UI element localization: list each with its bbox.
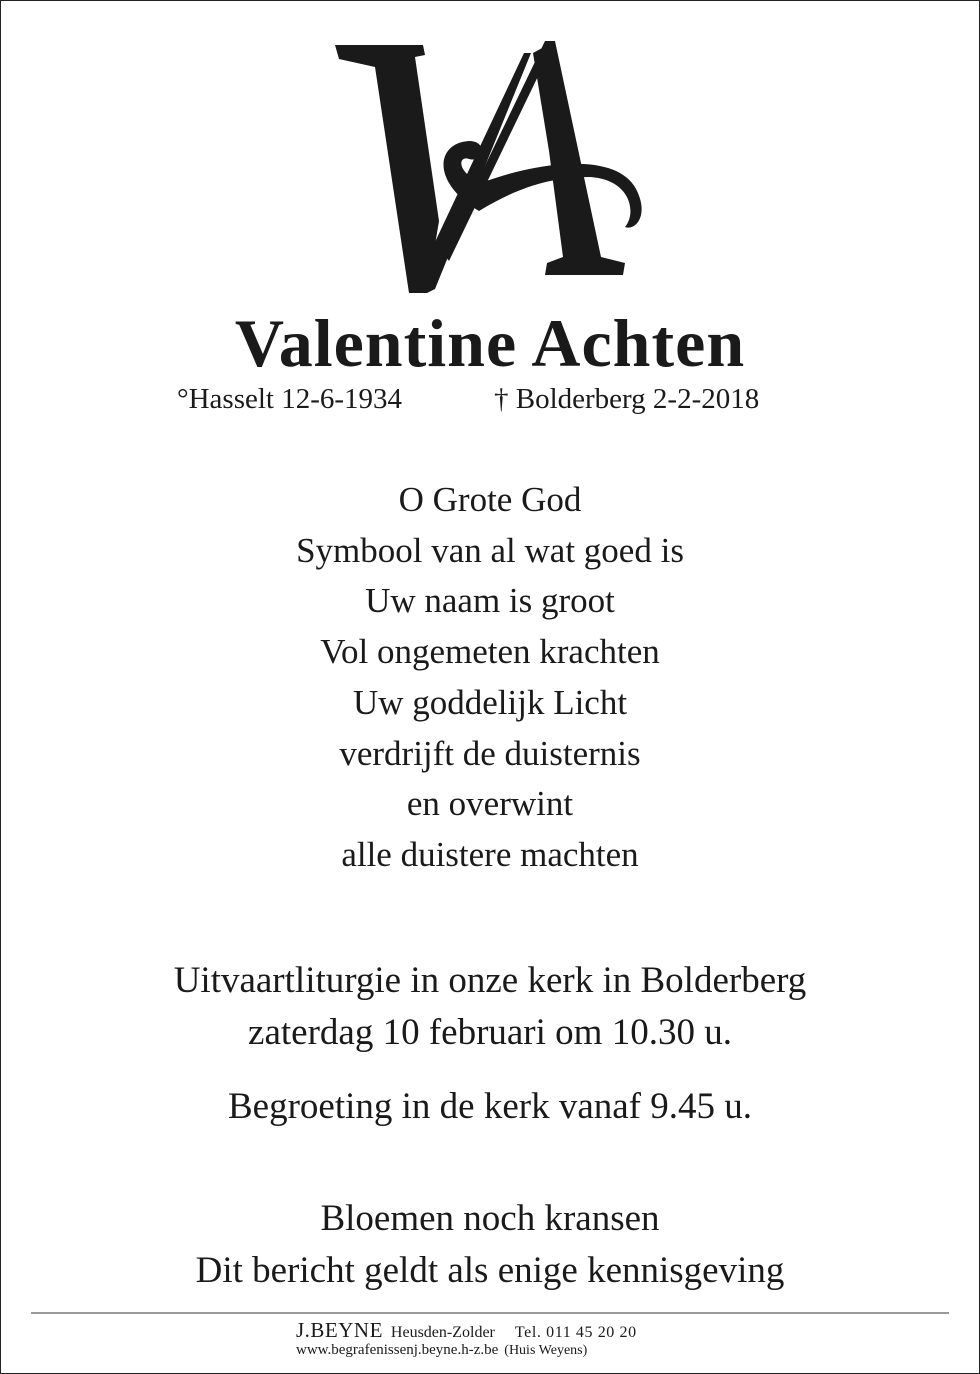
poem-line: Vol ongemeten krachten (320, 632, 660, 672)
deceased-name: Valentine Achten (234, 305, 746, 381)
poem-line: alle duistere machten (341, 834, 639, 874)
poem-line: Symbool van al wat goed is (296, 530, 684, 570)
greeting-info (1, 1081, 979, 1133)
death-info: † Bolderberg 2-2-2018 (494, 383, 760, 415)
closing-line: Dit bericht geldt als enige kennisgeving (195, 1250, 785, 1291)
service-info (1, 955, 979, 1059)
funeral-home-house: (Huis Weyens) (504, 1343, 588, 1358)
funeral-home-town: Heusden-Zolder (390, 1324, 495, 1341)
birth-info: °Hasselt 12-6-1934 (177, 383, 403, 415)
poem (1, 475, 979, 881)
poem-line: en overwint (406, 784, 574, 824)
monogram-swash (444, 141, 642, 228)
closing-info (1, 1193, 979, 1297)
greeting-line: Begroeting in de kerk vanaf 9.45 u. (227, 1086, 753, 1127)
va-monogram (319, 31, 659, 301)
monogram-a-right-stroke (533, 41, 625, 275)
service-line: zaterdag 10 februari om 10.30 u. (248, 1012, 732, 1053)
funeral-home-website: www.begrafenissenj.beyne.h-z.be (296, 1342, 499, 1358)
poem-line: verdrijft de duisternis (339, 733, 641, 773)
monogram-v-left-stroke (335, 45, 439, 293)
service-line: Uitvaartliturgie in onze kerk in Bolderberg (173, 960, 807, 1001)
funeral-home-phone: Tel. 011 45 20 20 (514, 1324, 637, 1341)
footer-divider (31, 1312, 949, 1314)
funeral-home-name: J.BEYNE (296, 1318, 383, 1342)
poem-line: Uw goddelijk Licht (352, 682, 628, 722)
closing-line: Bloemen noch kransen (320, 1198, 660, 1239)
funeral-home-footer (296, 1319, 637, 1359)
poem-line: Uw naam is groot (365, 581, 615, 621)
poem-line: O Grote God (398, 480, 582, 519)
